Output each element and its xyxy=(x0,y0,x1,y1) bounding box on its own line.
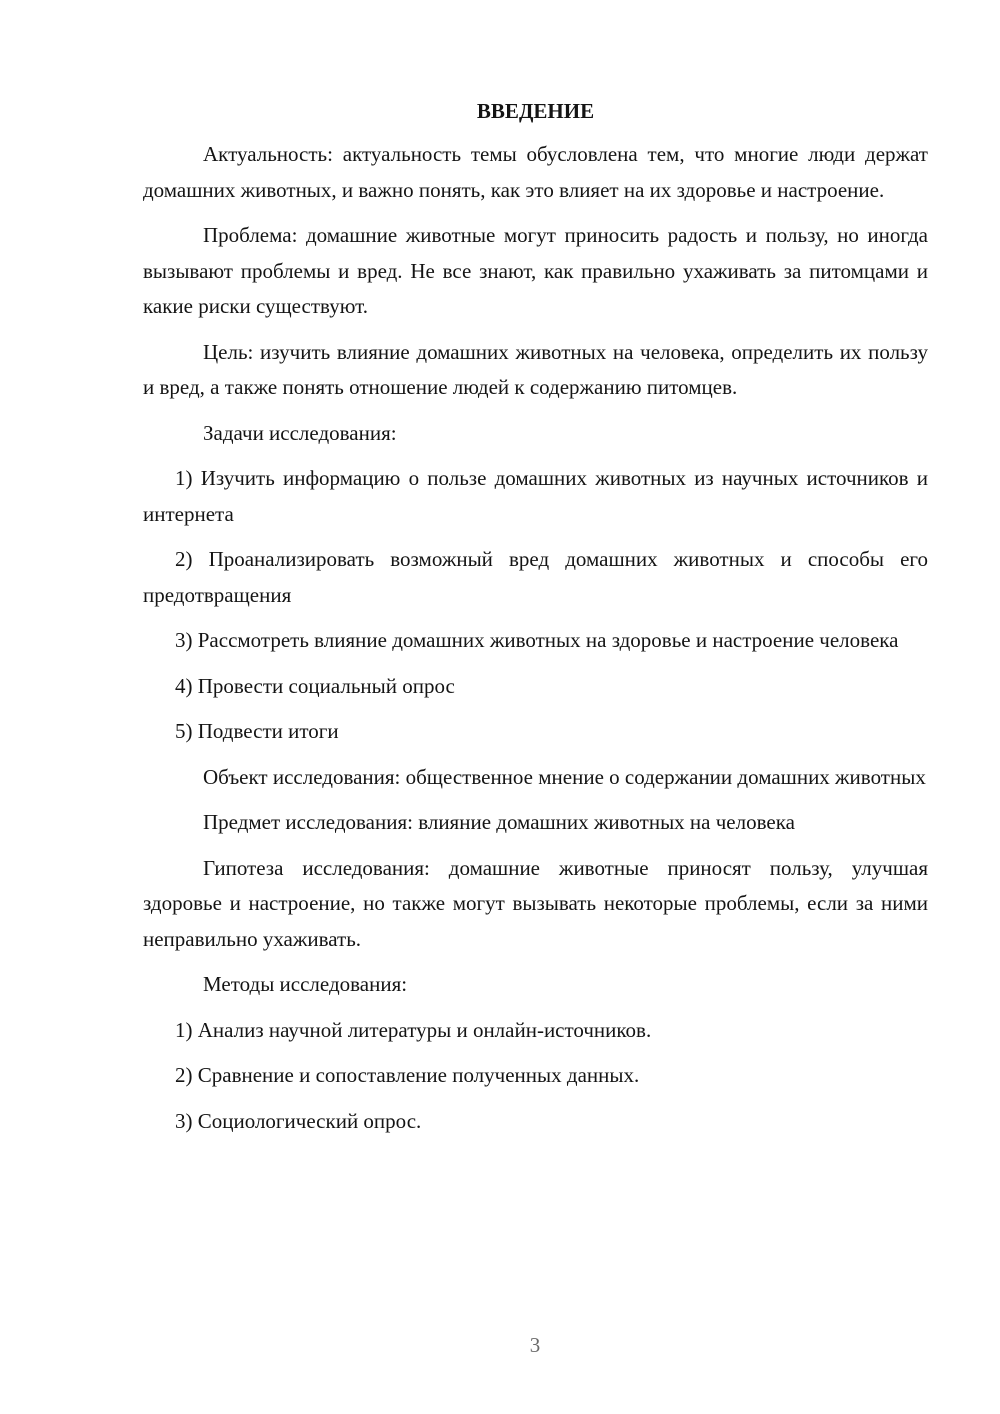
tasks-heading: Задачи исследования: xyxy=(203,420,397,445)
task-item-3: 3) Рассмотреть влияние домашних животных на здоровье и настроение человека xyxy=(175,628,899,652)
task-item-4: 4) Провести социальный опрос xyxy=(175,673,455,698)
method-item-2: 2) Сравнение и сопоставление полученных данных. xyxy=(175,1063,640,1087)
subject-paragraph: Предмет исследования: влияние домашних животных на человека xyxy=(203,810,795,834)
task-item-2: 2) Проанализировать возможный вред домашних животных и способы его предотвращения xyxy=(143,547,928,607)
task-item-5: 5) Подвести итоги xyxy=(175,719,339,743)
object-paragraph: Объект исследования: общественное мнение о содержании домашних животных xyxy=(203,764,926,789)
section-title: ВВЕДЕНИЕ xyxy=(476,99,595,123)
problem-paragraph: Проблема: домашние животные могут приносить радость и пользу, но иногда вызывают проблемы и вред. Не все знают, как правильно ухаживать за питомцами и какие риски существуют. xyxy=(143,223,928,318)
methods-heading: Методы исследования: xyxy=(203,972,408,996)
hypothesis-paragraph: Гипотеза исследования: домашние животные приносят пользу, улучшая здоровье и настроение, но также могут вызывать некоторые проблемы, если за ними неправильно ухаживать. xyxy=(143,855,928,951)
page-content xyxy=(143,94,928,1149)
task-item-1: 1) Изучить информацию о пользе домашних животных из научных источников и интернета xyxy=(143,466,928,526)
method-item-1: 1) Анализ научной литературы и онлайн-источников. xyxy=(175,1017,652,1042)
goal-paragraph: Цель: изучить влияние домашних животных на человека, определить их пользу и вред, а также понять отношение людей к содержанию питомцев. xyxy=(143,339,928,399)
relevance-paragraph: Актуальность: актуальность темы обусловлена тем, что многие люди держат домашних животных, и важно понять, как это влияет на их здоровье и настроение. xyxy=(143,142,928,202)
page-number: 3 xyxy=(529,1333,541,1357)
method-item-3: 3) Социологический опрос. xyxy=(175,1108,422,1133)
